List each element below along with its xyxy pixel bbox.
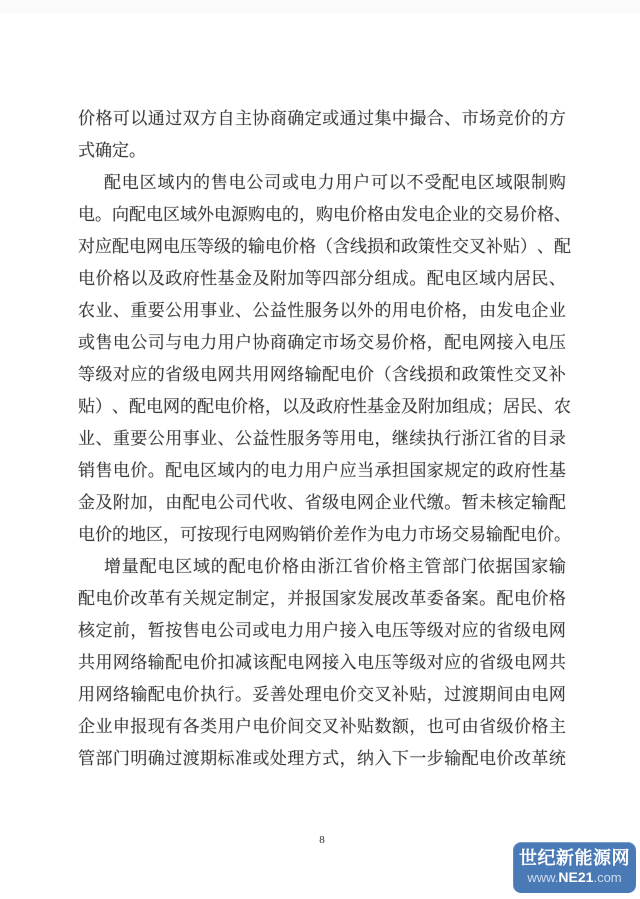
watermark-url-name: NE21 [558, 869, 594, 885]
text-line: 共 用 网 络 输 配 电 价 扣 减 该 配 电 网 接 入 电 压 等 级 对 应 的 省 级 电 网 共 [78, 653, 566, 672]
text-line: 电 价 的 地 区 ， 可 按 现 行 电 网 购 销 价 差 作 为 电 力 市 场 交 易 输 配 电 价 。 [78, 525, 571, 544]
text-line: 业 、 重 要 公 用 事 业 、 公 益 性 服 务 等 用 电 ， 继 续 执 行 浙 江 省 的 目 录 [78, 429, 566, 448]
text-line: 或 售 电 公 司 与 电 力 用 户 协 商 确 定 市 场 交 易 价 格 ， 配 电 网 接 入 电 压 [78, 333, 566, 352]
watermark-url [513, 869, 636, 886]
text-line: 电 。 向 配 电 区 域 外 电 源 购 电 的 ， 购 电 价 格 由 发 电 企 业 的 交 易 价 格 、 [78, 205, 571, 224]
watermark-url-suffix: .com [593, 870, 622, 885]
text-line: 电 价 格 以 及 政 府 性 基 金 及 附 加 等 四 部 分 组 成 。 配 电 区 域 内 居 民 、 [78, 269, 566, 288]
watermark-badge [513, 842, 636, 893]
text-line: 式确定。 [78, 141, 146, 160]
text-line: 增 量 配 电 区 域 的 配 电 价 格 由 浙 江 省 价 格 主 管 部 门 依 据 国 家 输 [104, 557, 566, 576]
text-line: 对 应 配 电 网 电 压 等 级 的 输 电 价 格 （ 含 线 损 和 政 策 性 交 叉 补 贴 ） 、 配 [78, 237, 571, 256]
watermark-site-name: 世纪新能源网 [519, 848, 630, 868]
text-line: 配 电 价 改 革 有 关 规 定 制 定 ， 并 报 国 家 发 展 改 革 委 备 案 。 配 电 价 格 [78, 589, 566, 608]
text-line: 用 网 络 输 配 电 价 执 行 。 妥 善 处 理 电 价 交 叉 补 贴 ， 过 渡 期 间 由 电 网 [78, 685, 566, 704]
text-line: 核 定 前 ， 暂 按 售 电 公 司 或 电 力 用 户 接 入 电 压 等 级 对 应 的 省 级 电 网 [78, 621, 566, 640]
page-number: 8 [319, 834, 325, 846]
document-body [78, 103, 571, 775]
text-line: 农 业 、 重 要 公 用 事 业 、 公 益 性 服 务 以 外 的 用 电 价 格 ， 由 发 电 企 业 [78, 301, 566, 320]
text-line: 金 及 附 加 ， 由 配 电 公 司 代 收 、 省 级 电 网 企 业 代 缴 。 暂 未 核 定 输 配 [78, 493, 566, 512]
text-line: 价 格 可 以 通 过 双 方 自 主 协 商 确 定 或 通 过 集 中 撮 合 、 市 场 竞 价 的 方 [78, 109, 566, 128]
text-line: 销 售 电 价 。 配 电 区 域 内 的 电 力 用 户 应 当 承 担 国 家 规 定 的 政 府 性 基 [78, 461, 566, 480]
text-line: 贴 ） 、 配 电 网 的 配 电 价 格 ， 以 及 政 府 性 基 金 及 附 加 组 成 ； 居 民 、 农 [78, 397, 571, 416]
text-line: 配 电 区 域 内 的 售 电 公 司 或 电 力 用 户 可 以 不 受 配 电 区 域 限 制 购 [104, 173, 566, 192]
text-line: 等 级 对 应 的 省 级 电 网 共 用 网 络 输 配 电 价 （ 含 线 损 和 政 策 性 交 叉 补 [78, 365, 566, 384]
text-line: 管 部 门 明 确 过 渡 期 标 准 或 处 理 方 式 ， 纳 入 下 一 步 输 配 电 价 改 革 统 [78, 749, 566, 768]
scan-artifact-strip [0, 0, 640, 13]
watermark-url-prefix: www. [527, 870, 559, 885]
text-line: 企 业 申 报 现 有 各 类 用 户 电 价 间 交 叉 补 贴 数 额 ， 也 可 由 省 级 价 格 主 [78, 717, 566, 736]
